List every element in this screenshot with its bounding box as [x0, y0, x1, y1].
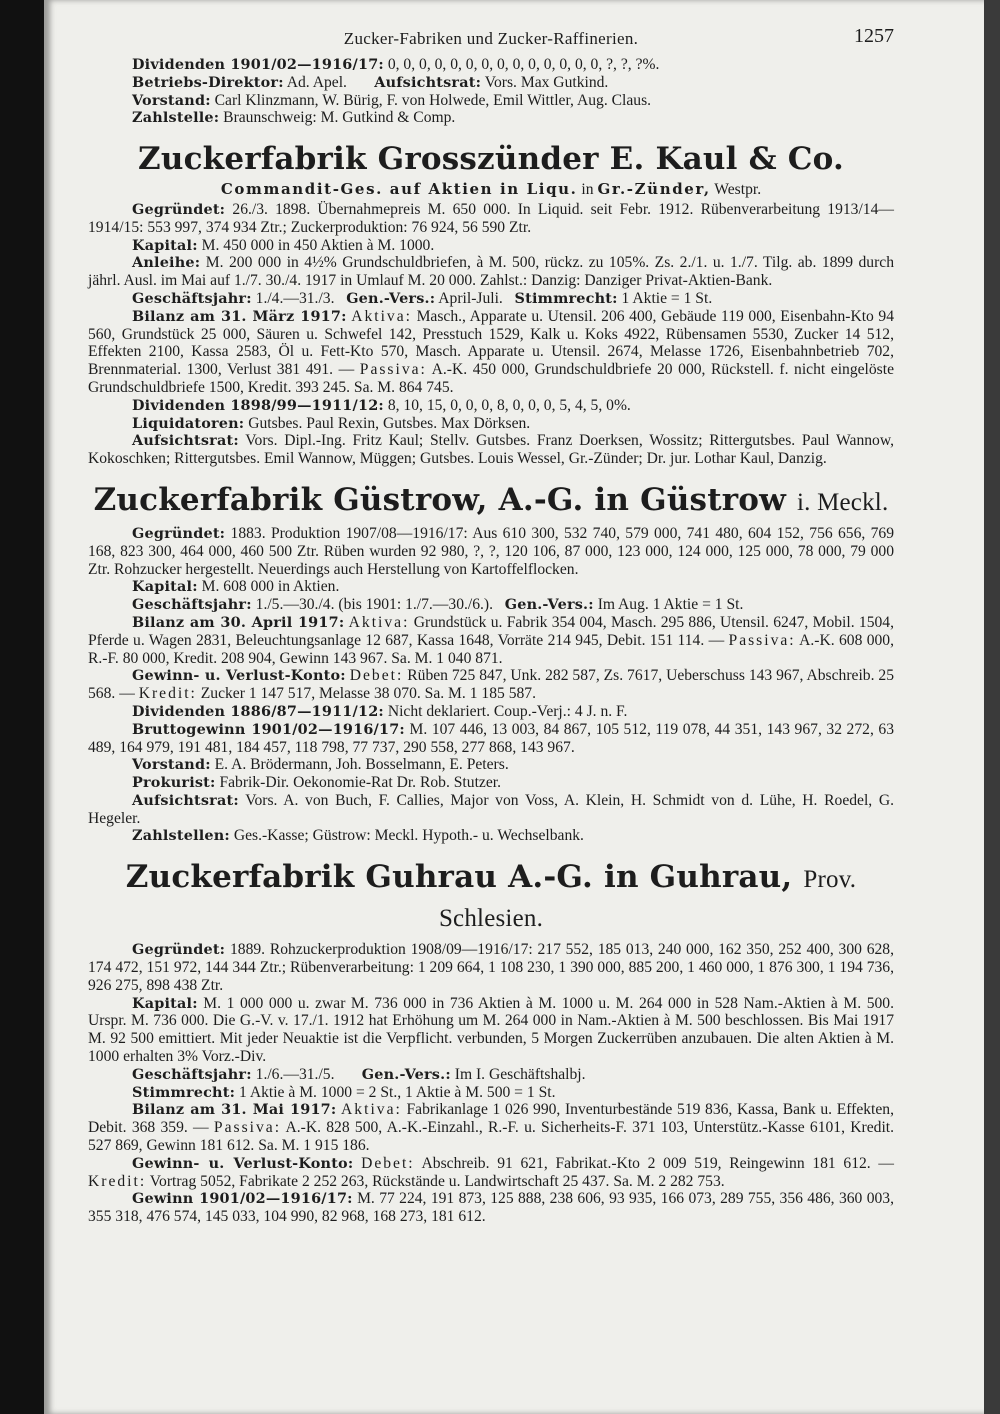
kaul-geschaeftsjahr: Geschäftsjahr: 1./4.—31./3. Gen.-Vers.: April-Juli. Stimmrecht: 1 Aktie = 1 St.	[132, 289, 713, 307]
scan-left-margin	[0, 0, 44, 1414]
kaul-kapital: Kapital: M. 450 000 in 450 Aktien à M. 1000.	[132, 236, 435, 254]
guhrau-stimmrecht: Stimmrecht: 1 Aktie à M. 1000 = 2 St., 1 Aktie à M. 500 = 1 St.	[132, 1083, 556, 1101]
guestrow-zahlstellen: Zahlstellen: Ges.-Kasse; Güstrow: Meckl. Hypoth.- u. Wechselbank.	[132, 827, 584, 845]
guestrow-kapital: Kapital: M. 608 000 in Aktien.	[132, 578, 340, 596]
guestrow-aufsichtsrat: Aufsichtsrat: Vors. A. von Buch, F. Callies, Major von Voss, A. Klein, H. Schmidt von d. Lühe, H. Roedel, G. Hegeler.	[88, 791, 895, 827]
kaul-anleihe: Anleihe: M. 200 000 in 4½% Grundschuldbriefen, à M. 500, rückz. zu 105%. Zs. 2./1. u. 1./7. Tilg. ab. 1899 durch jährl. Ausl. im Mai auf 1./7. 30./4. 1917 in Umlauf M. 20 000. Zahlst.: Danzig: Danziger Privat-Aktien-Bank.	[88, 254, 894, 290]
guhrau-geschaeftsjahr: Geschäftsjahr: 1./6.—31./5. Gen.-Vers.: Im I. Geschäftshalbj.	[132, 1065, 586, 1083]
guestrow-dividenden: Dividenden 1886/87—1911/12: Nicht deklariert. Coup.-Verj.: 4 J. n. F.	[132, 702, 628, 720]
guhrau-kapital: Kapital: M. 1 000 000 u. zwar M. 736 000 in 736 Aktien à M. 1000 u. M. 264 000 in 528 Nam.-Aktien à M. 500. Urspr. M. 736 000. Die G.-V. v. 17./1. 1912 hat Erhöhung um M. 264 000 in Nam.-Aktien à M. 500 beschlossen. Bis Mai 1917 M. 92 500 emittiert. Mit jeder Neuaktie ist die Verpflicht. verbunden, 5 Morgen Zuckerrüben anzubauen. Die alten Aktien à M. 1000 erhalten 3% Vorz.-Div.	[88, 994, 894, 1066]
guhrau-guv: Gewinn- u. Verlust-Konto: Debet: Abschreib. 91 621, Fabrikat.-Kto 2 009 519, Reingewinn 181 612. — Kredit: Vortrag 5052, Fabrikate 2 252 263, Rückstände u. Landwirtschaft 25 437. Sa. M. 2 282 753.	[88, 1154, 895, 1190]
kaul-gegruendet: Gegründet: 26./3. 1898. Übernahmepreis M. 650 000. In Liquid. seit Febr. 1912. Rübenverarbeitung 1913/14—1914/15: 553 997, 374 934 Ztr.; Zuckerproduktion: 76 924, 56 590 Ztr.	[88, 200, 894, 236]
page-content	[88, 26, 894, 1226]
guhrau-title: Zuckerfabrik Guhrau A.-G. in Guhrau, Prov. Schlesien.	[125, 859, 857, 933]
page-number: 1257	[854, 25, 894, 47]
guestrow-prokurist: Prokurist: Fabrik-Dir. Oekonomie-Rat Dr. Rob. Stutzer.	[132, 774, 501, 792]
kaul-title: Zuckerfabrik Grosszünder E. Kaul & Co.	[138, 141, 844, 178]
top-dividenden: Dividenden 1901/02—1916/17: 0, 0, 0, 0, 0, 0, 0, 0, 0, 0, 0, 0, 0, 0, ?, ?, ?%.	[132, 56, 660, 73]
guhrau-gewinn: Gewinn 1901/02—1916/17: M. 77 224, 191 873, 125 888, 238 606, 93 935, 166 073, 289 755, 356 486, 360 003, 355 318, 476 574, 145 033, 104 990, 82 968, 168 273, 181 612.	[88, 1190, 894, 1226]
top-zahlstelle: Zahlstelle: Braunschweig: M. Gutkind & Comp.	[132, 109, 456, 127]
top-vorstand: Vorstand: Carl Klinzmann, W. Bürig, F. von Holwede, Emil Wittler, Aug. Claus.	[132, 91, 652, 109]
running-header	[88, 26, 894, 56]
guestrow-guv: Gewinn- u. Verlust-Konto: Debet: Rüben 725 847, Unk. 282 587, Zs. 7617, Ueberschuss 143 967, Abschreib. 25 568. — Kredit: Zucker 1 147 517, Melasse 38 070. Sa. M. 1 185 587.	[88, 667, 894, 703]
scan-right-edge	[984, 0, 1000, 1414]
kaul-dividenden: Dividenden 1898/99—1911/12: 8, 10, 15, 0, 0, 0, 8, 0, 0, 0, 5, 4, 5, 0%.	[132, 396, 631, 414]
guestrow-bruttogewinn: Bruttogewinn 1901/02—1916/17: M. 107 446, 13 003, 84 867, 105 512, 119 078, 44 351, 143 967, 32 272, 63 489, 164 979, 191 481, 184 457, 118 798, 77 737, 290 558, 277 868, 143 967.	[88, 720, 894, 756]
kaul-subtitle: Commandit-Ges. auf Aktien in Liqu. in Gr.-Zünder, Westpr.	[220, 180, 762, 199]
kaul-aufsichtsrat: Aufsichtsrat: Vors. Dipl.-Ing. Fritz Kaul; Stellv. Gutsbes. Franz Doerksen, Wossitz; Rittergutsbes. Paul Wannow, Kokoschken; Rittergutsbes. Emil Wannow, Müggen; Gutsbes. Louis Wessel, Gr.-Zünder; Dr. jur. Lothar Kaul, Danzig.	[88, 432, 894, 468]
kaul-bilanz: Bilanz am 31. März 1917: Aktiva: Masch., Apparate u. Utensil. 206 400, Gebäude 119 000, Eisenbahn-Kto 94 560, Grundstück 25 000, Säuren u. Schwefel 142, Presstuch 1529, Kalk u. Koks 4922, Rübensamen 5530, Zucker 14 512, Effekten 2100, Kassa 2583, Öl u. Fett-Kto 570, Masch. Apparate u. Utensil. 2674, Melasse 1726, Eisenbahnbetrieb 702, Brennmaterial. 1300, Verlust 381 491. — Passiva: A.-K. 450 000, Grundschuldbriefe 20 000, Rückstell. f. nicht eingelöste Grundschuldbriefe 1500, Kredit. 393 245. Sa. M. 864 745.	[88, 307, 895, 396]
running-title: Zucker-Fabriken und Zucker-Raffinerien.	[343, 29, 639, 48]
guhrau-gegruendet: Gegründet: 1889. Rohzuckerproduktion 1908/09—1916/17: 217 552, 185 013, 240 000, 162 350, 252 400, 300 628, 174 472, 151 972, 144 344 Ztr.; Rübenverarbeitung: 1 209 664, 1 108 230, 1 390 000, 885 200, 1 460 000, 1 876 300, 1 194 736, 926 275, 898 438 Ztr.	[88, 941, 894, 994]
kaul-liquidatoren: Liquidatoren: Gutsbes. Paul Rexin, Gutsbes. Max Dörksen.	[132, 414, 531, 432]
guestrow-vorstand: Vorstand: E. A. Brödermann, Joh. Bosselmann, E. Peters.	[132, 756, 509, 774]
guestrow-geschaeftsjahr: Geschäftsjahr: 1./5.—30./4. (bis 1901: 1./7.—30./6.). Gen.-Vers.: Im Aug. 1 Aktie = 1 St.	[132, 596, 744, 614]
guestrow-bilanz: Bilanz am 30. April 1917: Aktiva: Grundstück u. Fabrik 354 004, Masch. 295 886, Utensil. 6247, Mobil. 1504, Pferde u. Wagen 2831, Beleuchtungsanlage 12 687, Kassa 1648, Vorräte 214 945, Debit. 151 114. — Passiva: A.-K. 608 000, R.-F. 80 000, Kredit. 208 904, Gewinn 143 967. Sa. M. 1 040 871.	[88, 613, 894, 667]
guhrau-bilanz: Bilanz am 31. Mai 1917: Aktiva: Fabrikanlage 1 026 990, Inventurbestände 519 836, Kassa, Bank u. Effekten, Debit. 368 359. — Passiva: A.-K. 828 500, A.-K.-Einzahl., R.-F. u. Sicherheits-F. 371 103, Unterstütz.-Kasse 6101, Kredit. 527 869, Gewinn 181 612. Sa. M. 1 915 186.	[88, 1101, 895, 1155]
guestrow-gegruendet: Gegründet: 1883. Produktion 1907/08—1916/17: Aus 610 300, 532 740, 579 000, 741 480, 604 152, 756 656, 769 168, 823 300, 464 000, 460 500 Ztr. Rüben wurden 92 980, ?, ?, 120 106, 87 000, 123 000, 124 000, 125 000, 78 000, 79 000 Ztr. Rohzucker hergestellt. Neuerdings auch Herstellung von Kartoffelflocken.	[88, 524, 894, 578]
guestrow-title: Zuckerfabrik Güstrow, A.-G. in Güstrow i. Meckl.	[93, 481, 889, 518]
top-betriebs: Betriebs-Direktor: Ad. Apel. Aufsichtsrat: Vors. Max Gutkind.	[132, 73, 609, 91]
